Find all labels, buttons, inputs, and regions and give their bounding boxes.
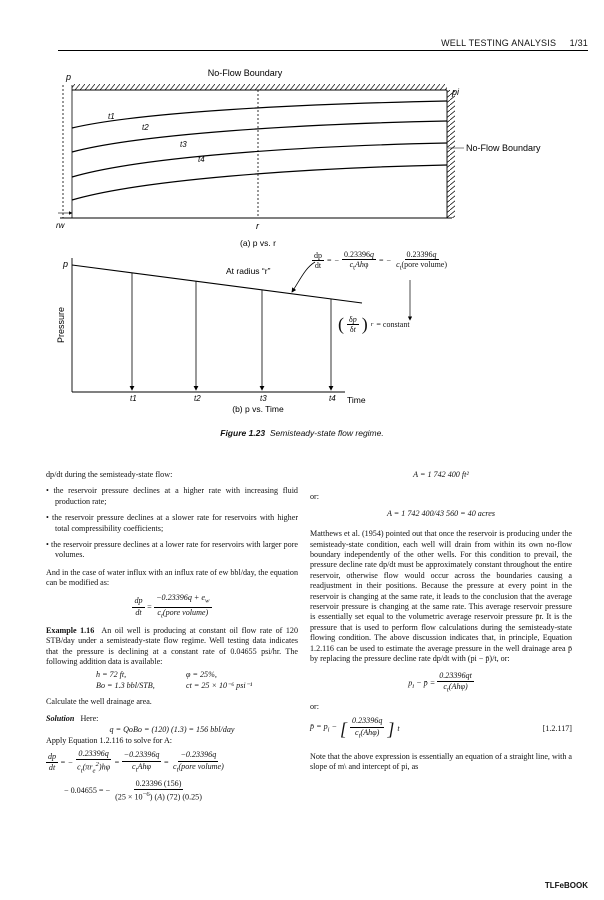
pi-label: pi	[452, 87, 460, 97]
solution-line: Solution Here:	[46, 713, 99, 723]
curve-t3	[72, 143, 447, 177]
figure-label: Figure 1.23	[220, 428, 266, 438]
bullet-3: • the reservoir pressure declines at a lower rate for reservoirs with larger pore volumes.	[46, 540, 299, 560]
curve-t2	[72, 121, 447, 152]
tick-t4: t4	[329, 394, 336, 403]
figure-caption-text: Semisteady-state flow regime.	[269, 428, 384, 438]
q-equation: q = QoBo = (120) (1.3) = 156 bbl/day	[109, 724, 235, 734]
no-flow-boundary-top: No-Flow Boundary	[207, 68, 283, 78]
right-column	[310, 470, 572, 779]
rw-label: rw	[56, 221, 65, 230]
radius-annotation: At radius “r”	[226, 266, 271, 276]
calc-text: Calculate the well drainage area.	[46, 697, 152, 707]
header-title: WELL TESTING ANALYSIS	[441, 38, 557, 48]
curve-t4	[72, 165, 447, 200]
y-axis-title: Pressure	[56, 306, 66, 344]
dpdt-equation: dp/dt = − 0.23396q / (ct A h φ) = − 0.23396q / (ct (pore volume))	[0, 0, 29, 1]
intro-text: dp/dt during the semisteady-state flow:	[46, 470, 173, 479]
no-flow-boundary-right: No-Flow Boundary	[466, 143, 541, 153]
or-2: or:	[310, 701, 319, 711]
panel-a-caption: (a) p vs. r	[240, 238, 276, 248]
example-label: Example 1.16	[46, 625, 95, 635]
figure-1-23	[0, 0, 604, 414]
label-t4: t4	[198, 155, 205, 164]
panel-b-p-vs-time: p Pressure Time t1 t2 t3 t4 At radius “r” $\frac{dp}{dt}$ = − $0.23396qc_tAh\varphi$ = − $0.23396qc_t(pore$ volume) dp/dt = − 0.23396q / (ct A h φ) = − 0.23396q / (ct (pore volume)) ( δpδt ) r = constant (b) p vs. Time	[0, 0, 448, 414]
matthews-paragraph: Matthews et al. (1954) pointed out that once the reservoir is producing under the semisteady-state condition, each well will drain from within its own no-flow boundary independently of the other wells. For this condition to prevail, the pressure decline rate dp/dt must be approximately constant throughout the entire reservoir, otherwise flow would occur across the boundaries causing a readjustment in their positions. Because the pressure at every point in the reservoir is changing at the same rate, it leads to the conclusion that the average reservoir pressure is changing at the same rate. This average reservoir pressure is essentially set equal to the volumetric average reservoir pressure p̄r. It is the pressure that is used to perform flow calculations during the semisteady-state flowing condition. The above discussion indicates that, in principle, Equation 1.2.116 can be used to estimate the average pressure in the well drainage area p̄ by replacing the pressure decline rate dp/dt with (pi − p̄)/t, or:	[310, 529, 572, 664]
constant-label: = constant	[376, 320, 410, 329]
panel-a-p-vs-r	[56, 68, 541, 248]
tick-t1: t1	[130, 394, 137, 403]
panel-b-caption: (b) p vs. Time	[232, 404, 284, 414]
label-t2: t2	[142, 123, 149, 132]
x-axis-title: Time	[347, 395, 366, 405]
area-ft2: A = 1 742 400 ft²	[413, 470, 469, 479]
figure-caption	[0, 428, 604, 438]
note-paragraph: Note that the above expression is essentially an equation of a straight line, with a slope of m\ and intercept of pi, as	[310, 751, 572, 772]
apply-text: Apply Equation 1.2.116 to solve for A:	[46, 736, 173, 746]
equation-1-2-117: p̄ = $p_i$ − [ 0.23396q $c_t(Ah\varphi)$ ] t [1.2.117]	[310, 716, 572, 740]
tick-t2: t2	[194, 394, 201, 403]
panel-b-y-label: p	[63, 259, 69, 269]
panel-a-y-label: p	[66, 72, 72, 82]
footer-mark: TLFeBOOK	[544, 881, 588, 890]
curve-t1	[72, 101, 447, 128]
area-equation: $\frac{dp}{dt}$ = − 0.23396q $c_t(\pi r_e^2)h\varphi$ = −0.23396q $c_tAh\varphi$ = −0.23396q $c_t(pore$ volume)	[48, 748, 224, 775]
equation-number: [1.2.117]	[542, 723, 572, 733]
example-data: h = 72 ft, φ = 25%, Bo = 1.3 bbl/STB, ct = 25 × 10⁻⁶ psi⁻¹	[96, 670, 253, 690]
page-number: 1/31	[569, 38, 588, 48]
water-influx-text: And in the case of water influx with an influx rate of ew bbl/day, the equation can be modified as:	[46, 567, 298, 588]
label-t3: t3	[180, 140, 187, 149]
example-paragraph: Example 1.16 An oil well is producing at constant oil flow rate of 120 STB/day under a semisteady-state flow regime. Well testing data indicates that the pressure is declining at a constant rate of 0.04655 psi/hr. The following addition data is available:	[46, 625, 299, 666]
label-t1: t1	[108, 112, 115, 121]
bullet-2: • the reservoir pressure declines at a slower rate for reservoirs with higher total compressibility coefficients;	[46, 513, 299, 533]
numeric-equation: − 0.04655 = − $\frac{0.23396 (156)}{(25 \times 10^{-6}) (A) (72) (0.25)}$	[64, 778, 202, 802]
water-influx-equation: $\frac{dp}{dt}$ = $-0.23396q + e_w$ $c_t(pore$ volume)	[134, 592, 210, 620]
left-column	[46, 470, 298, 803]
area-acres: A = 1 742 400/43 560 = 40 acres	[386, 508, 496, 518]
tick-t3: t3	[260, 394, 267, 403]
bullet-1: • the reservoir pressure declines at a higher rate with increasing fluid production rate;	[46, 486, 298, 506]
average-pressure-equation: $p_i$ − p̄ = 0.23396qt $c_t(Ah\varphi)$	[408, 670, 472, 694]
r-label: r	[256, 221, 259, 231]
or-1: or:	[310, 492, 319, 502]
